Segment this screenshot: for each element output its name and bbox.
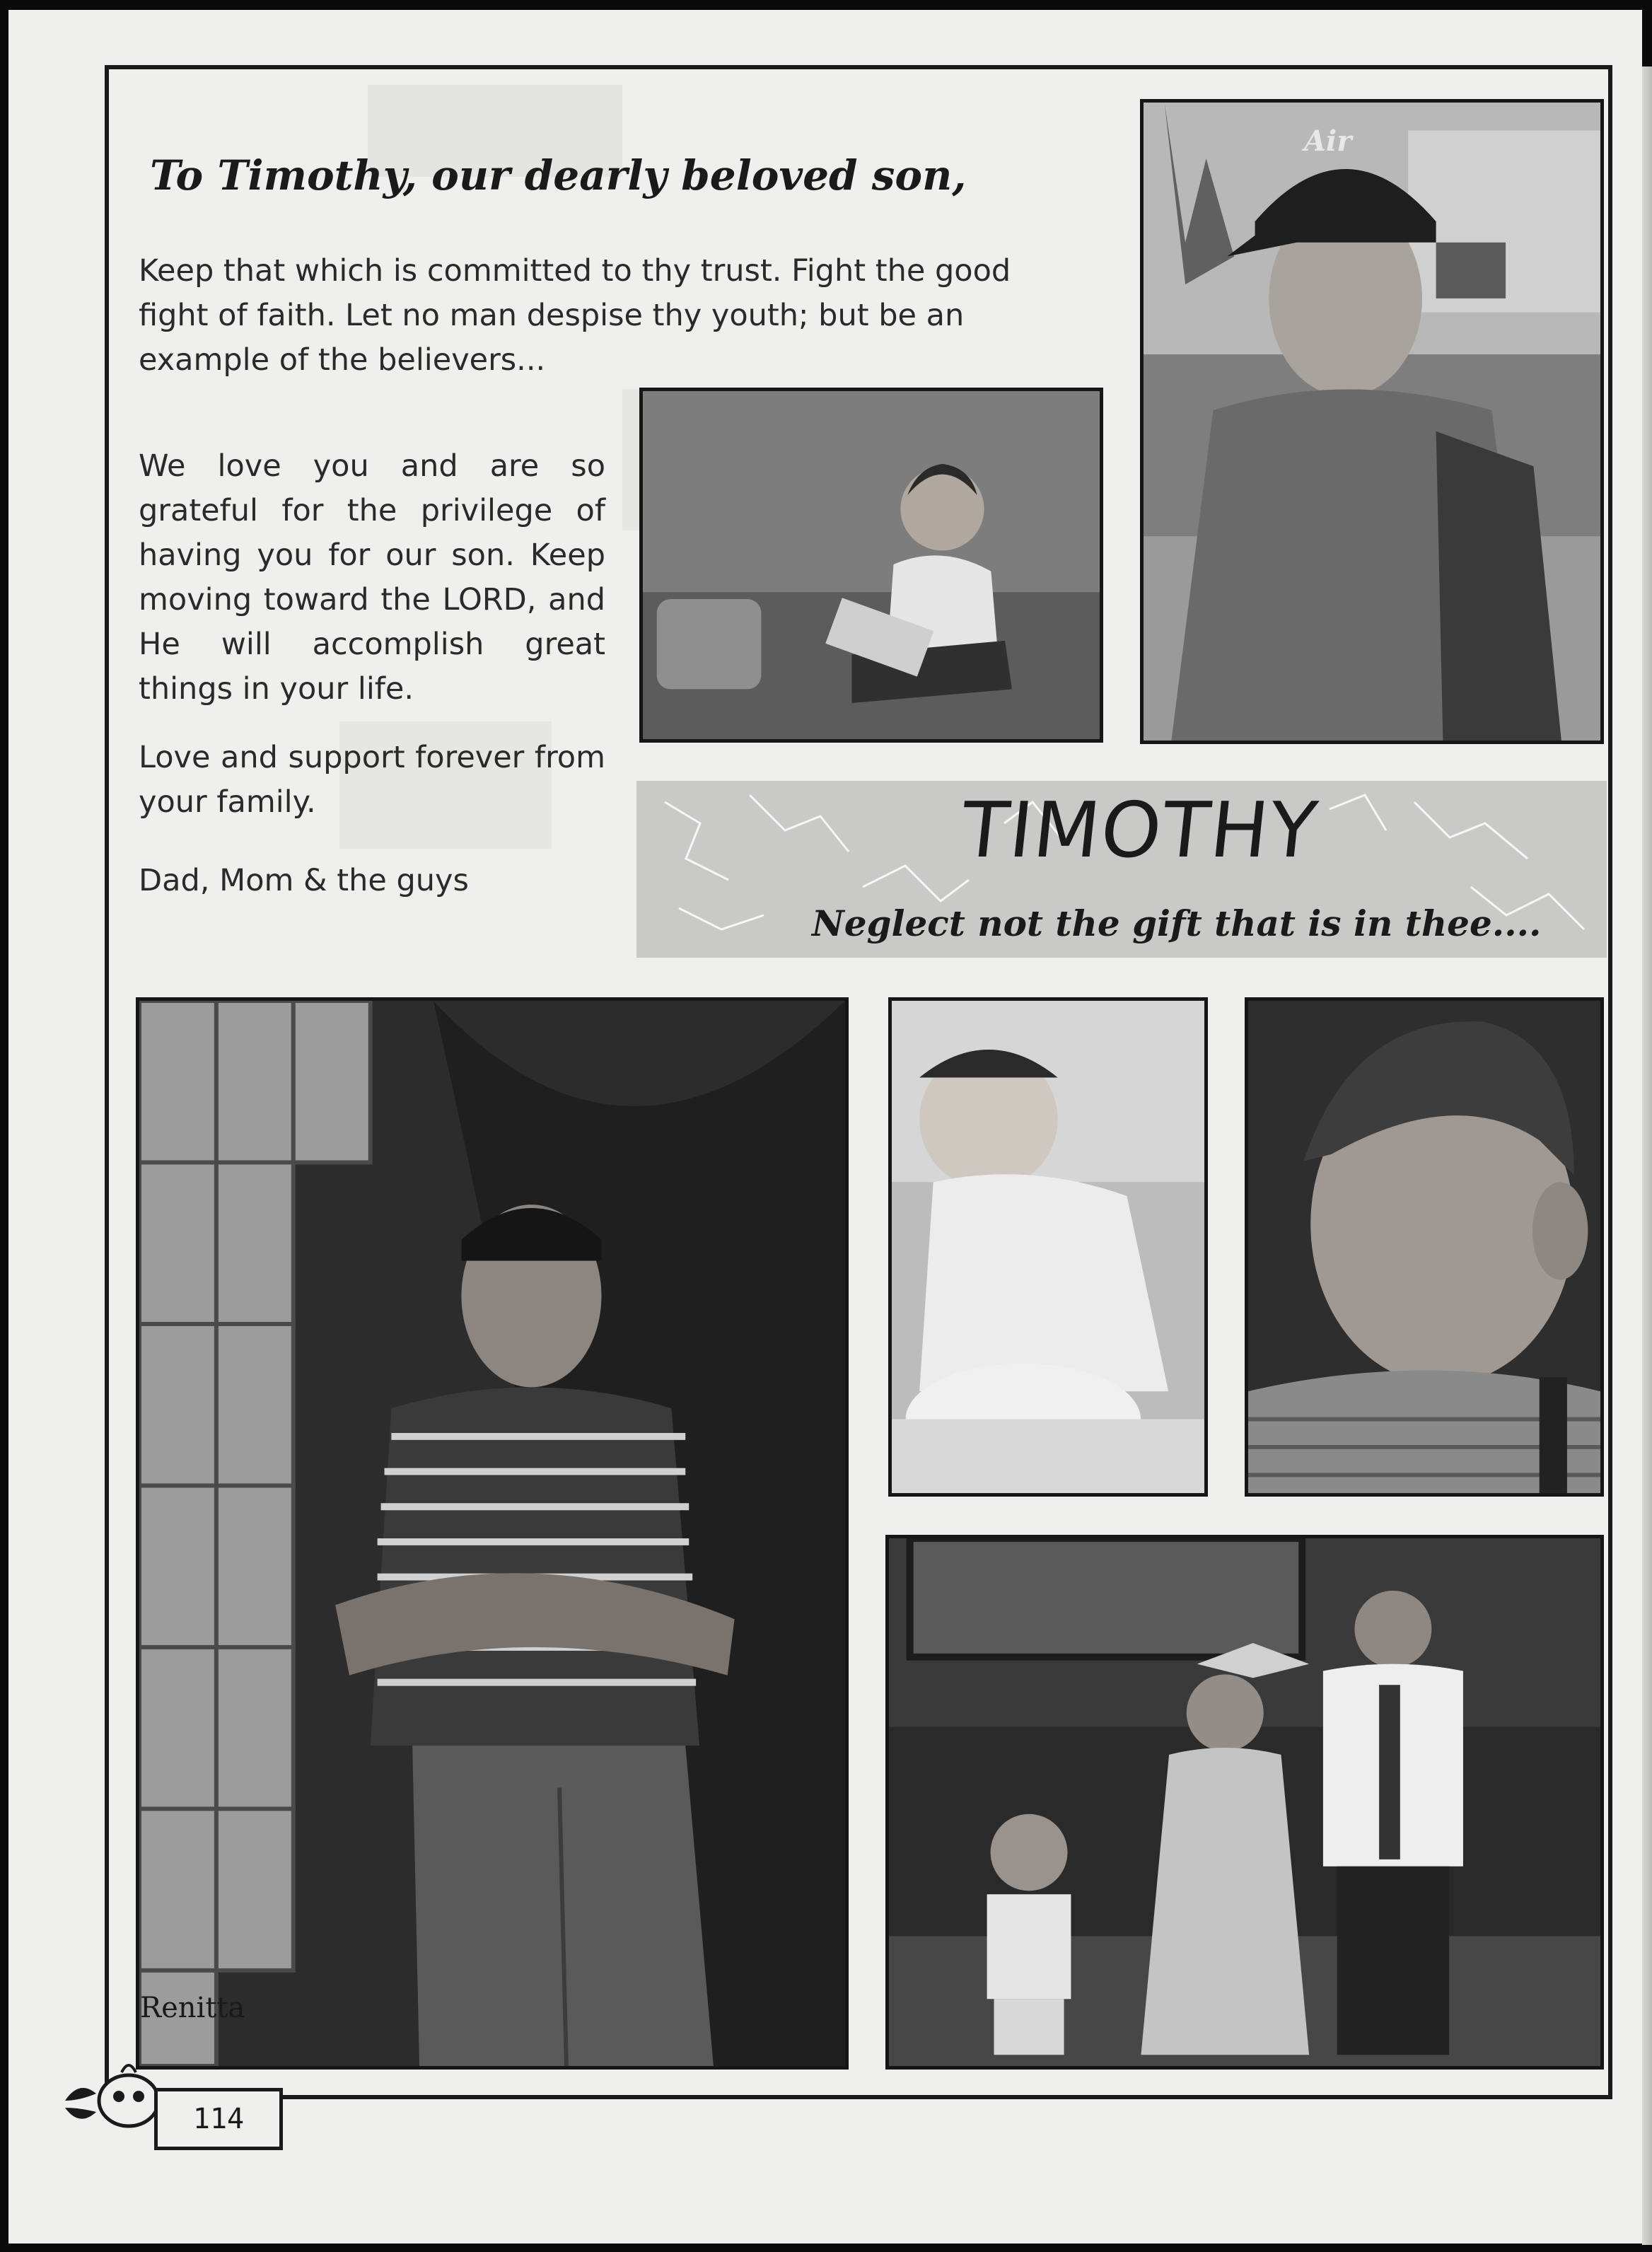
cap-logo: Air [1304,124,1352,158]
boy-closeup-photo [1245,997,1604,1497]
support-paragraph: Love and support forever from your family. [139,740,605,820]
greeting-heading: To Timothy, our dearly beloved son, [150,151,967,199]
three-boys-photo [885,1535,1604,2070]
toddler-on-couch-photo [639,388,1103,743]
baby-photo [888,997,1208,1497]
page-number: 114 [154,2088,283,2150]
studio-signature: Renitta [140,1992,245,2024]
scripture-paragraph: Keep that which is committed to thy trust. Fight the good fight of faith. Let no man despise thy youth; but be an example of the believers... [139,253,1011,378]
love-paragraph: We love you and are so grateful for the privilege of having you for our son. Keep moving toward the LORD, and He will accomplish great things in your life. [139,448,605,707]
banner-name: TIMOTHY [957,787,1322,875]
name-banner [636,781,1607,958]
teen-in-cap-photo [1140,99,1604,744]
signoff-line: Dad, Mom & the guys [139,863,469,898]
banner-quote: Neglect not the gift that is in thee.... [812,902,1542,944]
studio-portrait-photo [136,997,849,2070]
page-edge [1642,66,1652,2245]
